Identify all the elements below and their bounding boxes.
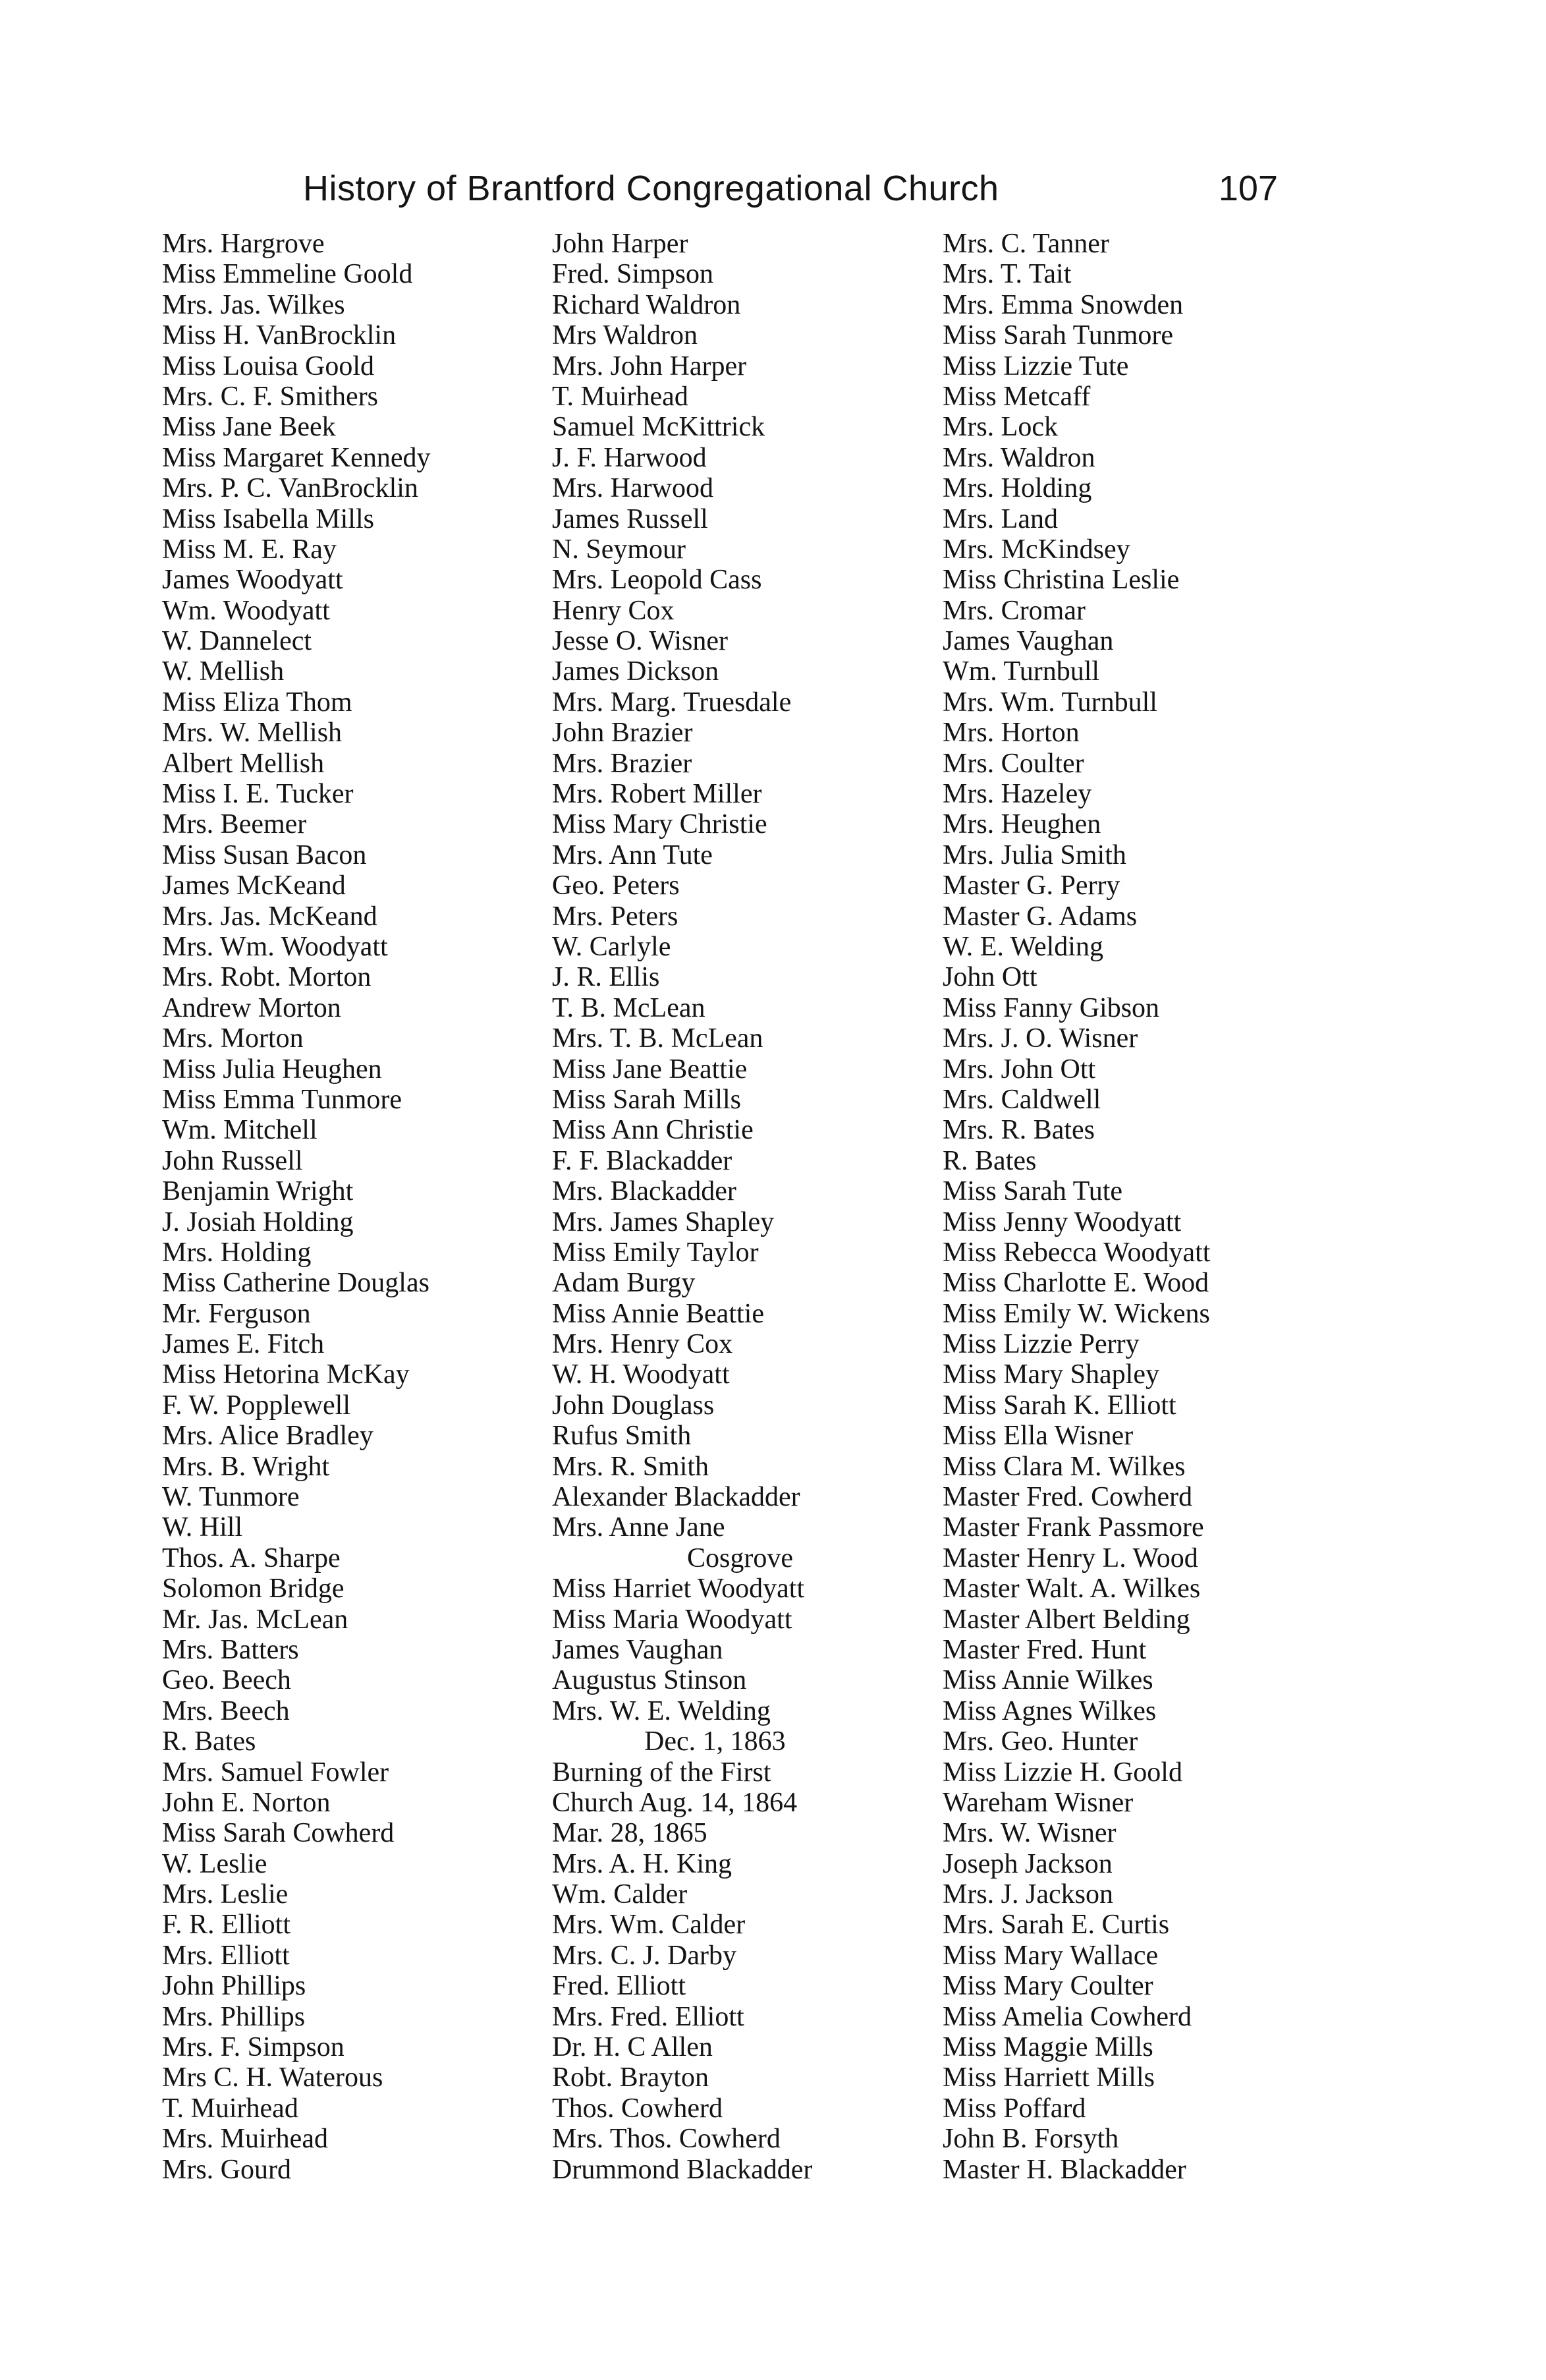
list-item: Mrs. Robert Miller xyxy=(552,779,762,810)
list-item: Mrs. Thos. Cowherd xyxy=(552,2124,781,2155)
list-item: Richard Waldron xyxy=(552,289,741,320)
list-item: Fred. Elliott xyxy=(552,1971,686,2002)
list-item: Miss Jane Beattie xyxy=(552,1054,748,1085)
list-item: Miss Emmeline Goold xyxy=(162,259,413,290)
list-item: Mrs. James Shapley xyxy=(552,1206,775,1237)
list-item: Dec. 1, 1863 xyxy=(644,1726,786,1757)
list-item: Miss Emily Taylor xyxy=(552,1237,759,1268)
list-item: John Brazier xyxy=(552,718,693,749)
list-item: Master Albert Belding xyxy=(943,1604,1190,1635)
list-item: Miss Clara M. Wilkes xyxy=(943,1451,1186,1482)
list-item: W. Carlyle xyxy=(552,931,671,962)
list-item: Alexander Blackadder xyxy=(552,1482,800,1513)
list-item: Mrs. John Harper xyxy=(552,351,747,382)
list-item: R. Bates xyxy=(162,1726,256,1757)
names-column-3 xyxy=(943,229,1210,2185)
list-item: Dr. H. C Allen xyxy=(552,2032,713,2063)
list-item: Miss Lizzie H. Goold xyxy=(943,1757,1182,1788)
list-item: Miss Mary Coulter xyxy=(943,1971,1153,2002)
list-item: Mrs. Wm. Turnbull xyxy=(943,687,1157,718)
list-item: Solomon Bridge xyxy=(162,1573,345,1604)
list-item: Mrs. Anne Jane xyxy=(552,1512,725,1543)
list-item: Miss Jenny Woodyatt xyxy=(943,1206,1182,1237)
list-item: Mrs. F. Simpson xyxy=(162,2032,345,2063)
list-item: W. H. Woodyatt xyxy=(552,1359,730,1390)
list-item: Mrs. Beech xyxy=(162,1695,290,1726)
list-item: Mrs. Jas. Wilkes xyxy=(162,289,345,320)
list-item: John Ott xyxy=(943,962,1037,993)
list-item: Miss Louisa Goold xyxy=(162,351,375,382)
names-column-1 xyxy=(162,229,430,2185)
list-item: Church Aug. 14, 1864 xyxy=(552,1787,798,1818)
list-item: Mrs. Elliott xyxy=(162,1940,290,1971)
list-item: Master Fred. Hunt xyxy=(943,1634,1147,1665)
list-item: Miss Ann Christie xyxy=(552,1115,754,1146)
list-item: Mrs. Lock xyxy=(943,412,1058,443)
list-item: Robt. Brayton xyxy=(552,2062,709,2093)
list-item: Drummond Blackadder xyxy=(552,2154,813,2185)
list-item: T. B. McLean xyxy=(552,992,705,1023)
list-item: J. Josiah Holding xyxy=(162,1206,354,1237)
list-item: Mrs. Jas. McKeand xyxy=(162,901,377,932)
list-item: Thos. A. Sharpe xyxy=(162,1543,341,1573)
list-item: Mrs. Alice Bradley xyxy=(162,1421,373,1452)
list-item: Mrs. Julia Smith xyxy=(943,839,1126,870)
list-item: Miss Poffard xyxy=(943,2093,1086,2124)
list-item: Mrs. B. Wright xyxy=(162,1451,330,1482)
list-item: Mrs. Peters xyxy=(552,901,678,932)
list-item: Miss Sarah Cowherd xyxy=(162,1818,395,1849)
list-item: James Vaughan xyxy=(552,1634,723,1665)
list-item: Miss Mary Wallace xyxy=(943,1940,1159,1971)
list-item: R. Bates xyxy=(943,1145,1037,1176)
list-item: Henry Cox xyxy=(552,595,675,626)
page-number: 107 xyxy=(1218,169,1278,208)
list-item: Mrs. Blackadder xyxy=(552,1176,736,1207)
list-item: Mrs. Hargrove xyxy=(162,229,325,259)
list-item: James Dickson xyxy=(552,656,719,687)
list-item: Mrs. J. Jackson xyxy=(943,1879,1113,1910)
list-item: Mrs. Beemer xyxy=(162,809,307,840)
list-item: Miss Maggie Mills xyxy=(943,2032,1153,2063)
list-item: Mrs. Morton xyxy=(162,1023,304,1054)
list-item: Mrs. Horton xyxy=(943,718,1080,749)
list-item: John E. Norton xyxy=(162,1787,331,1818)
list-item: Mrs. W. Wisner xyxy=(943,1818,1117,1849)
list-item: Miss Sarah Tute xyxy=(943,1176,1123,1207)
list-item: Mrs. Leslie xyxy=(162,1879,289,1910)
list-item: Mrs. Caldwell xyxy=(943,1084,1101,1115)
list-item: Miss Harriet Woodyatt xyxy=(552,1573,805,1604)
list-item: Mrs. Land xyxy=(943,503,1058,534)
list-item: Miss Emily W. Wickens xyxy=(943,1298,1210,1329)
list-item: Geo. Peters xyxy=(552,870,680,901)
list-item: Mrs. R. Smith xyxy=(552,1451,709,1482)
list-item: Miss Emma Tunmore xyxy=(162,1084,402,1115)
list-item: Mrs. C. Tanner xyxy=(943,229,1109,259)
list-item: Master Henry L. Wood xyxy=(943,1543,1198,1573)
list-item: Mrs. Hazeley xyxy=(943,779,1092,810)
list-item: Mr. Ferguson xyxy=(162,1298,311,1329)
list-item: Mrs. Emma Snowden xyxy=(943,289,1184,320)
list-item: James Woodyatt xyxy=(162,565,343,596)
list-item: Mrs. J. O. Wisner xyxy=(943,1023,1138,1054)
list-item: Miss Hetorina McKay xyxy=(162,1359,410,1390)
list-item: Miss Charlotte E. Wood xyxy=(943,1268,1209,1299)
list-item: Mrs. Wm. Woodyatt xyxy=(162,931,388,962)
list-item: T. Muirhead xyxy=(162,2093,298,2124)
list-item: Adam Burgy xyxy=(552,1268,696,1299)
list-item: Miss Mary Shapley xyxy=(943,1359,1159,1390)
list-item: Mrs. John Ott xyxy=(943,1054,1096,1085)
list-item: Mrs. T. B. McLean xyxy=(552,1023,763,1054)
list-item: James Vaughan xyxy=(943,626,1114,657)
list-item: Cosgrove xyxy=(687,1543,793,1573)
list-item: Master Fred. Cowherd xyxy=(943,1482,1193,1513)
list-item: Mrs. T. Tait xyxy=(943,259,1072,290)
list-item: Augustus Stinson xyxy=(552,1665,747,1696)
list-item: Miss Margaret Kennedy xyxy=(162,442,431,473)
list-item: Miss Lizzie Tute xyxy=(943,351,1129,382)
list-item: Rufus Smith xyxy=(552,1421,692,1452)
list-item: Mrs. Sarah E. Curtis xyxy=(943,1910,1170,1941)
list-item: Mrs. C. F. Smithers xyxy=(162,381,379,412)
running-title: History of Brantford Congregational Church xyxy=(303,169,999,208)
list-item: Master Walt. A. Wilkes xyxy=(943,1573,1201,1604)
list-item: Geo. Beech xyxy=(162,1665,291,1696)
list-item: Miss Ella Wisner xyxy=(943,1421,1134,1452)
list-item: Mrs. Coulter xyxy=(943,748,1084,779)
list-item: Mrs. Henry Cox xyxy=(552,1329,733,1360)
list-item: Mrs. Harwood xyxy=(552,473,713,504)
list-item: Wm. Calder xyxy=(552,1879,688,1910)
list-item: Miss Maria Woodyatt xyxy=(552,1604,792,1635)
list-item: Mrs. R. Bates xyxy=(943,1115,1095,1146)
list-item: F. F. Blackadder xyxy=(552,1145,732,1176)
list-item: Mrs. W. E. Welding xyxy=(552,1695,771,1726)
list-item: T. Muirhead xyxy=(552,381,688,412)
list-item: F. W. Popplewell xyxy=(162,1390,351,1421)
list-item: Miss Annie Beattie xyxy=(552,1298,764,1329)
list-item: Mrs. Geo. Hunter xyxy=(943,1726,1138,1757)
list-item: Mrs. Waldron xyxy=(943,442,1095,473)
list-item: Samuel McKittrick xyxy=(552,412,765,443)
list-item: Miss Agnes Wilkes xyxy=(943,1695,1157,1726)
list-item: John Douglass xyxy=(552,1390,715,1421)
list-item: Mrs. Gourd xyxy=(162,2154,291,2185)
list-item: Master Frank Passmore xyxy=(943,1512,1204,1543)
list-item: Mrs. W. Mellish xyxy=(162,718,343,749)
list-item: Mrs. Leopold Cass xyxy=(552,565,762,596)
list-item: James E. Fitch xyxy=(162,1329,325,1360)
list-item: Miss Fanny Gibson xyxy=(943,992,1160,1023)
list-item: Miss Susan Bacon xyxy=(162,839,367,870)
list-item: Miss I. E. Tucker xyxy=(162,779,354,810)
list-item: John Russell xyxy=(162,1145,303,1176)
list-item: Mrs. Fred. Elliott xyxy=(552,2001,744,2032)
list-item: Mar. 28, 1865 xyxy=(552,1818,707,1849)
list-item: Mrs. C. J. Darby xyxy=(552,1940,736,1971)
list-item: Miss Eliza Thom xyxy=(162,687,352,718)
list-item: Mrs. P. C. VanBrocklin xyxy=(162,473,418,504)
list-item: James Russell xyxy=(552,503,708,534)
list-item: J. F. Harwood xyxy=(552,442,707,473)
list-item: Miss Annie Wilkes xyxy=(943,1665,1153,1696)
list-item: Mrs. Batters xyxy=(162,1634,299,1665)
list-item: Thos. Cowherd xyxy=(552,2093,723,2124)
list-item: John Harper xyxy=(552,229,688,259)
list-item: N. Seymour xyxy=(552,534,686,565)
list-item: Miss Christina Leslie xyxy=(943,565,1180,596)
list-item: Mr. Jas. McLean xyxy=(162,1604,348,1635)
list-item: W. Tunmore xyxy=(162,1482,300,1513)
list-item: Mrs C. H. Waterous xyxy=(162,2062,383,2093)
list-item: Burning of the First xyxy=(552,1757,771,1788)
list-item: James McKeand xyxy=(162,870,346,901)
list-item: W. Dannelect xyxy=(162,626,312,657)
list-item: Mrs. Ann Tute xyxy=(552,839,713,870)
list-item: Miss Sarah K. Elliott xyxy=(943,1390,1176,1421)
list-item: Miss Amelia Cowherd xyxy=(943,2001,1192,2032)
list-item: Jesse O. Wisner xyxy=(552,626,728,657)
list-item: Mrs. Cromar xyxy=(943,595,1086,626)
list-item: Miss Julia Heughen xyxy=(162,1054,382,1085)
list-item: Mrs. Heughen xyxy=(943,809,1101,840)
list-item: Miss Sarah Mills xyxy=(552,1084,742,1115)
list-item: W. Mellish xyxy=(162,656,285,687)
list-item: Miss Catherine Douglas xyxy=(162,1268,429,1299)
list-item: Miss H. VanBrocklin xyxy=(162,320,397,351)
list-item: Wm. Turnbull xyxy=(943,656,1100,687)
list-item: Mrs. Brazier xyxy=(552,748,692,779)
list-item: Miss M. E. Ray xyxy=(162,534,337,565)
list-item: F. R. Elliott xyxy=(162,1910,291,1941)
list-item: Miss Rebecca Woodyatt xyxy=(943,1237,1211,1268)
list-item: Albert Mellish xyxy=(162,748,325,779)
list-item: Miss Jane Beek xyxy=(162,412,336,443)
list-item: Fred. Simpson xyxy=(552,259,714,290)
list-item: Wm. Mitchell xyxy=(162,1115,317,1146)
list-item: Master G. Adams xyxy=(943,901,1138,932)
list-item: Mrs. Samuel Fowler xyxy=(162,1757,389,1788)
list-item: Mrs. Holding xyxy=(162,1237,312,1268)
list-item: John B. Forsyth xyxy=(943,2124,1119,2155)
list-item: Master H. Blackadder xyxy=(943,2154,1186,2185)
list-item: J. R. Ellis xyxy=(552,962,660,993)
list-item: Miss Mary Christie xyxy=(552,809,767,840)
list-item: Master G. Perry xyxy=(943,870,1120,901)
list-item: Miss Isabella Mills xyxy=(162,503,374,534)
list-item: Wareham Wisner xyxy=(943,1787,1134,1818)
list-item: W. Hill xyxy=(162,1512,243,1543)
list-item: Mrs. Holding xyxy=(943,473,1092,504)
list-item: Mrs. Wm. Calder xyxy=(552,1910,746,1941)
list-item: Miss Metcaff xyxy=(943,381,1091,412)
list-item: Benjamin Wright xyxy=(162,1176,354,1207)
list-item: Miss Harriett Mills xyxy=(943,2062,1155,2093)
list-item: Andrew Morton xyxy=(162,992,341,1023)
list-item: Mrs. Marg. Truesdale xyxy=(552,687,792,718)
list-item: W. E. Welding xyxy=(943,931,1103,962)
list-item: W. Leslie xyxy=(162,1848,267,1879)
page-header xyxy=(303,168,1278,221)
list-item: Miss Sarah Tunmore xyxy=(943,320,1174,351)
names-column-2 xyxy=(552,229,812,2185)
list-item: Mrs. Muirhead xyxy=(162,2124,328,2155)
list-item: Joseph Jackson xyxy=(943,1848,1113,1879)
list-item: Miss Lizzie Perry xyxy=(943,1329,1140,1360)
list-item: Mrs. Phillips xyxy=(162,2001,306,2032)
list-item: John Phillips xyxy=(162,1971,306,2002)
list-item: Mrs. McKindsey xyxy=(943,534,1130,565)
list-item: Wm. Woodyatt xyxy=(162,595,330,626)
list-item: Mrs Waldron xyxy=(552,320,698,351)
list-item: Mrs. Robt. Morton xyxy=(162,962,372,993)
list-item: Mrs. A. H. King xyxy=(552,1848,732,1879)
